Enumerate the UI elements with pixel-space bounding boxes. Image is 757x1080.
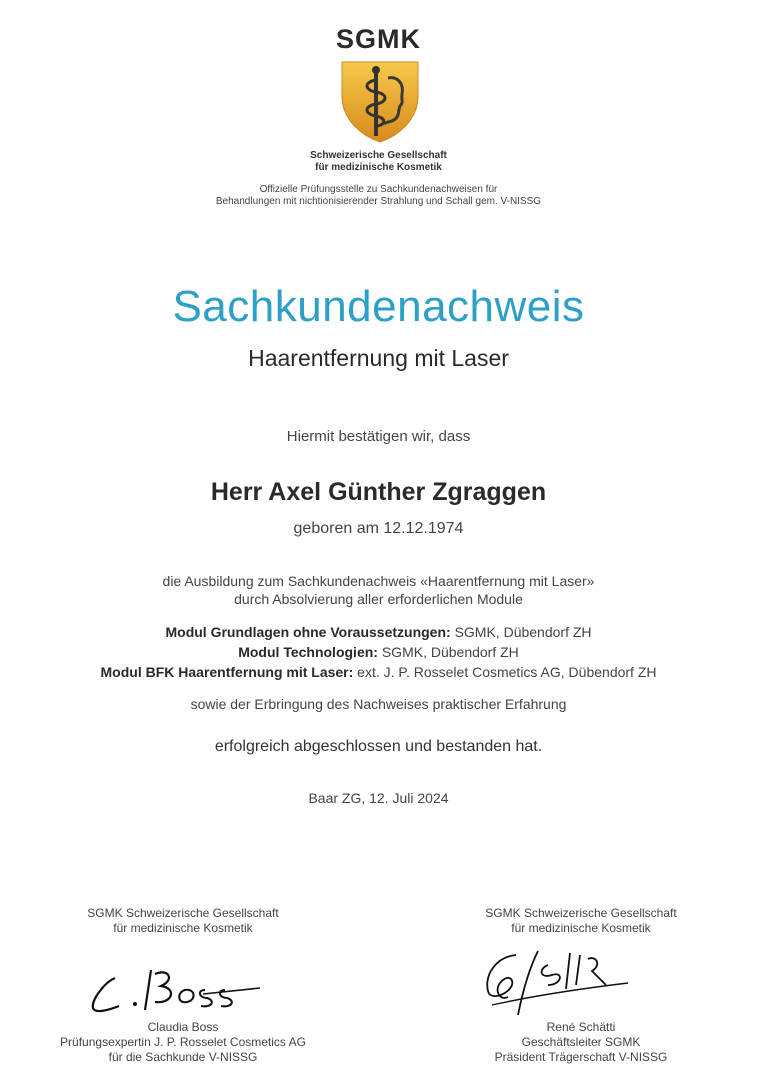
module-value: SGMK, Dübendorf ZH bbox=[450, 624, 592, 640]
certificate-title: Sachkundenachweis bbox=[172, 282, 585, 331]
module-line bbox=[0, 622, 757, 642]
signer-left-org-line1: SGMK Schweizerische Gesellschaft bbox=[87, 906, 279, 920]
signer-left bbox=[33, 1020, 333, 1065]
module-label: Modul BFK Haarentfernung mit Laser: bbox=[100, 664, 354, 680]
signer-right-org bbox=[431, 906, 731, 936]
training-paragraph bbox=[0, 572, 757, 608]
signer-left-org bbox=[33, 906, 333, 936]
birth-date: geboren am 12.12.1974 bbox=[293, 520, 464, 537]
sgmk-shield-logo-icon bbox=[338, 58, 422, 144]
org-name-line1: Schweizerische Gesellschaft bbox=[310, 150, 447, 161]
module-value: ext. J. P. Rosselet Cosmetics AG, Dübendorf ZH bbox=[353, 664, 657, 680]
signer-left-role2: für die Sachkunde V-NISSG bbox=[108, 1050, 258, 1064]
module-line bbox=[0, 642, 757, 662]
module-line bbox=[0, 662, 757, 682]
signer-right-role2: Präsident Trägerschaft V-NISSG bbox=[494, 1050, 668, 1064]
official-statement bbox=[0, 184, 757, 208]
org-name bbox=[0, 150, 757, 174]
module-label: Modul Grundlagen ohne Voraussetzungen: bbox=[165, 624, 451, 640]
signer-right-name: René Schätti bbox=[546, 1020, 616, 1034]
certificate-subtitle: Haarentfernung mit Laser bbox=[248, 345, 509, 371]
brand-name: SGMK bbox=[336, 24, 421, 54]
completion-text: erfolgreich abgeschlossen und bestanden hat. bbox=[214, 738, 543, 755]
signer-left-name: Claudia Boss bbox=[147, 1020, 219, 1034]
recipient-name: Herr Axel Günther Zgraggen bbox=[210, 478, 547, 506]
official-line2: Behandlungen mit nichtionisierender Strahlung und Schall gem. V-NISSG bbox=[215, 196, 542, 207]
module-label: Modul Technologien: bbox=[238, 644, 378, 660]
signer-right-org-line1: SGMK Schweizerische Gesellschaft bbox=[485, 906, 677, 920]
module-value: SGMK, Dübendorf ZH bbox=[377, 644, 519, 660]
training-line2: durch Absolvierung aller erforderlichen Module bbox=[234, 591, 523, 607]
signer-right-role1: Geschäftsleiter SGMK bbox=[521, 1035, 641, 1049]
signer-right bbox=[431, 1020, 731, 1065]
org-name-line2: für medizinische Kosmetik bbox=[315, 162, 442, 173]
training-line1: die Ausbildung zum Sachkundenachweis «Haarentfernung mit Laser» bbox=[162, 573, 595, 589]
place-date: Baar ZG, 12. Juli 2024 bbox=[308, 790, 449, 806]
intro-text: Hiermit bestätigen wir, dass bbox=[286, 428, 471, 445]
signature-left-icon bbox=[85, 960, 275, 1020]
practical-experience-text: sowie der Erbringung des Nachweises praktischer Erfahrung bbox=[190, 696, 567, 712]
signer-right-org-line2: für medizinische Kosmetik bbox=[511, 921, 651, 935]
signer-left-role1: Prüfungsexpertin J. P. Rosselet Cosmetics AG bbox=[60, 1035, 306, 1049]
official-line1: Offizielle Prüfungsstelle zu Sachkundenachweisen für bbox=[259, 184, 498, 195]
signer-left-org-line2: für medizinische Kosmetik bbox=[113, 921, 253, 935]
signature-right-icon bbox=[478, 945, 638, 1020]
